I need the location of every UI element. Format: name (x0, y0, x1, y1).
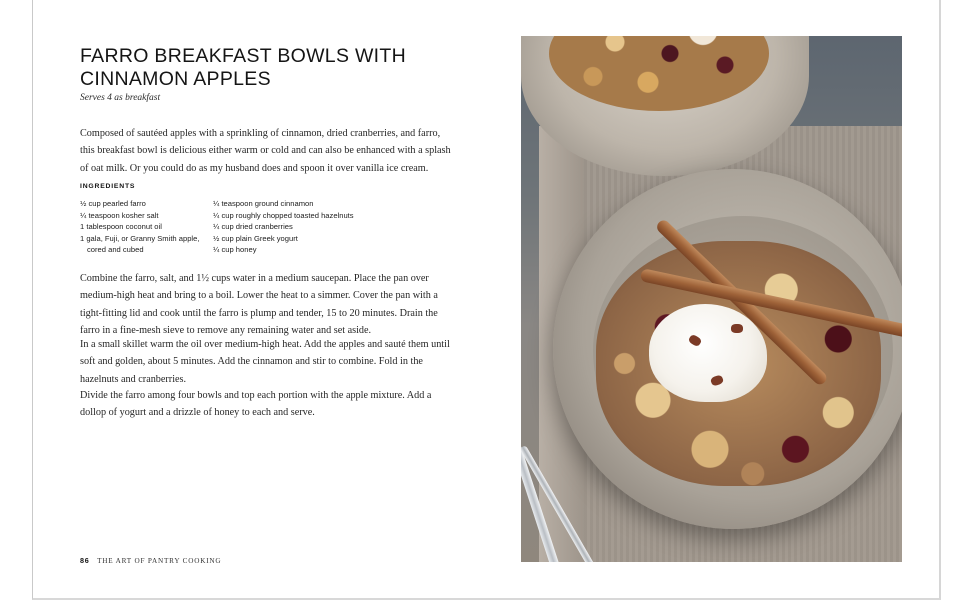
ingredient-item: ¼ cup roughly chopped toasted hazelnuts (213, 210, 354, 220)
method-step-3: Divide the farro among four bowls and top each portion with the apple mixture. Add a dollop of yogurt and a drizzle of honey to each and serve. (80, 390, 432, 419)
running-footer-title: THE ART OF PANTRY COOKING (97, 557, 222, 565)
ingredients-list-right (213, 198, 373, 256)
method-step-2: In a small skillet warm the oil over medium-high heat. Add the apples and sauté them until soft and golden, about 5 minutes. Add the cinnamon and stir to combine. Fold in the hazelnuts and cranberries. (80, 339, 450, 385)
ingredient-item: 1 tablespoon coconut oil (80, 222, 162, 231)
hazelnut-piece (731, 324, 743, 333)
ingredient-item: ½ cup pearled farro (80, 199, 146, 208)
recipe-intro: Composed of sautéed apples with a sprinkling of cinnamon, dried cranberries, and farro, this breakfast bowl is delicious either warm or cold and can also be enhanced with a splash of oat milk. Or you could do as my husband does and spoon it over vanilla ice cream. (80, 128, 451, 174)
ingredients-list-left (80, 198, 215, 256)
method-step-1: Combine the farro, salt, and 1½ cups water in a medium saucepan. Place the pan over medium-high heat and bring to a boil. Lower the heat to a simmer. Cover the pan with a tight-fitting lid and cook until the farro is plump and tender, 15 to 20 minutes. Drain the farro in a fine-mesh sieve to remove any remaining water and set aside. (80, 273, 438, 336)
ingredient-item: ¼ cup dried cranberries (213, 222, 293, 231)
recipe-title: FARRO BREAKFAST BOWLS WITH CINNAMON APPLES (80, 45, 406, 90)
ingredient-item-line2: cored and cubed (87, 245, 144, 254)
ingredient-item: ¼ teaspoon kosher salt (80, 210, 159, 220)
ingredients-heading: INGREDIENTS (80, 183, 136, 190)
ingredient-item: ½ cup plain Greek yogurt (213, 233, 298, 243)
ingredient-item: ¼ cup honey (213, 245, 257, 254)
page-number: 86 (80, 556, 90, 565)
page-footer (80, 556, 221, 565)
ingredient-item-line1: 1 gala, Fuji, or Granny Smith apple, (80, 233, 200, 243)
farro-bowl-photo (521, 36, 902, 562)
ingredient-item: ¼ teaspoon ground cinnamon (213, 199, 314, 208)
ingredient-item (80, 233, 215, 256)
serves-note: Serves 4 as breakfast (80, 93, 161, 103)
